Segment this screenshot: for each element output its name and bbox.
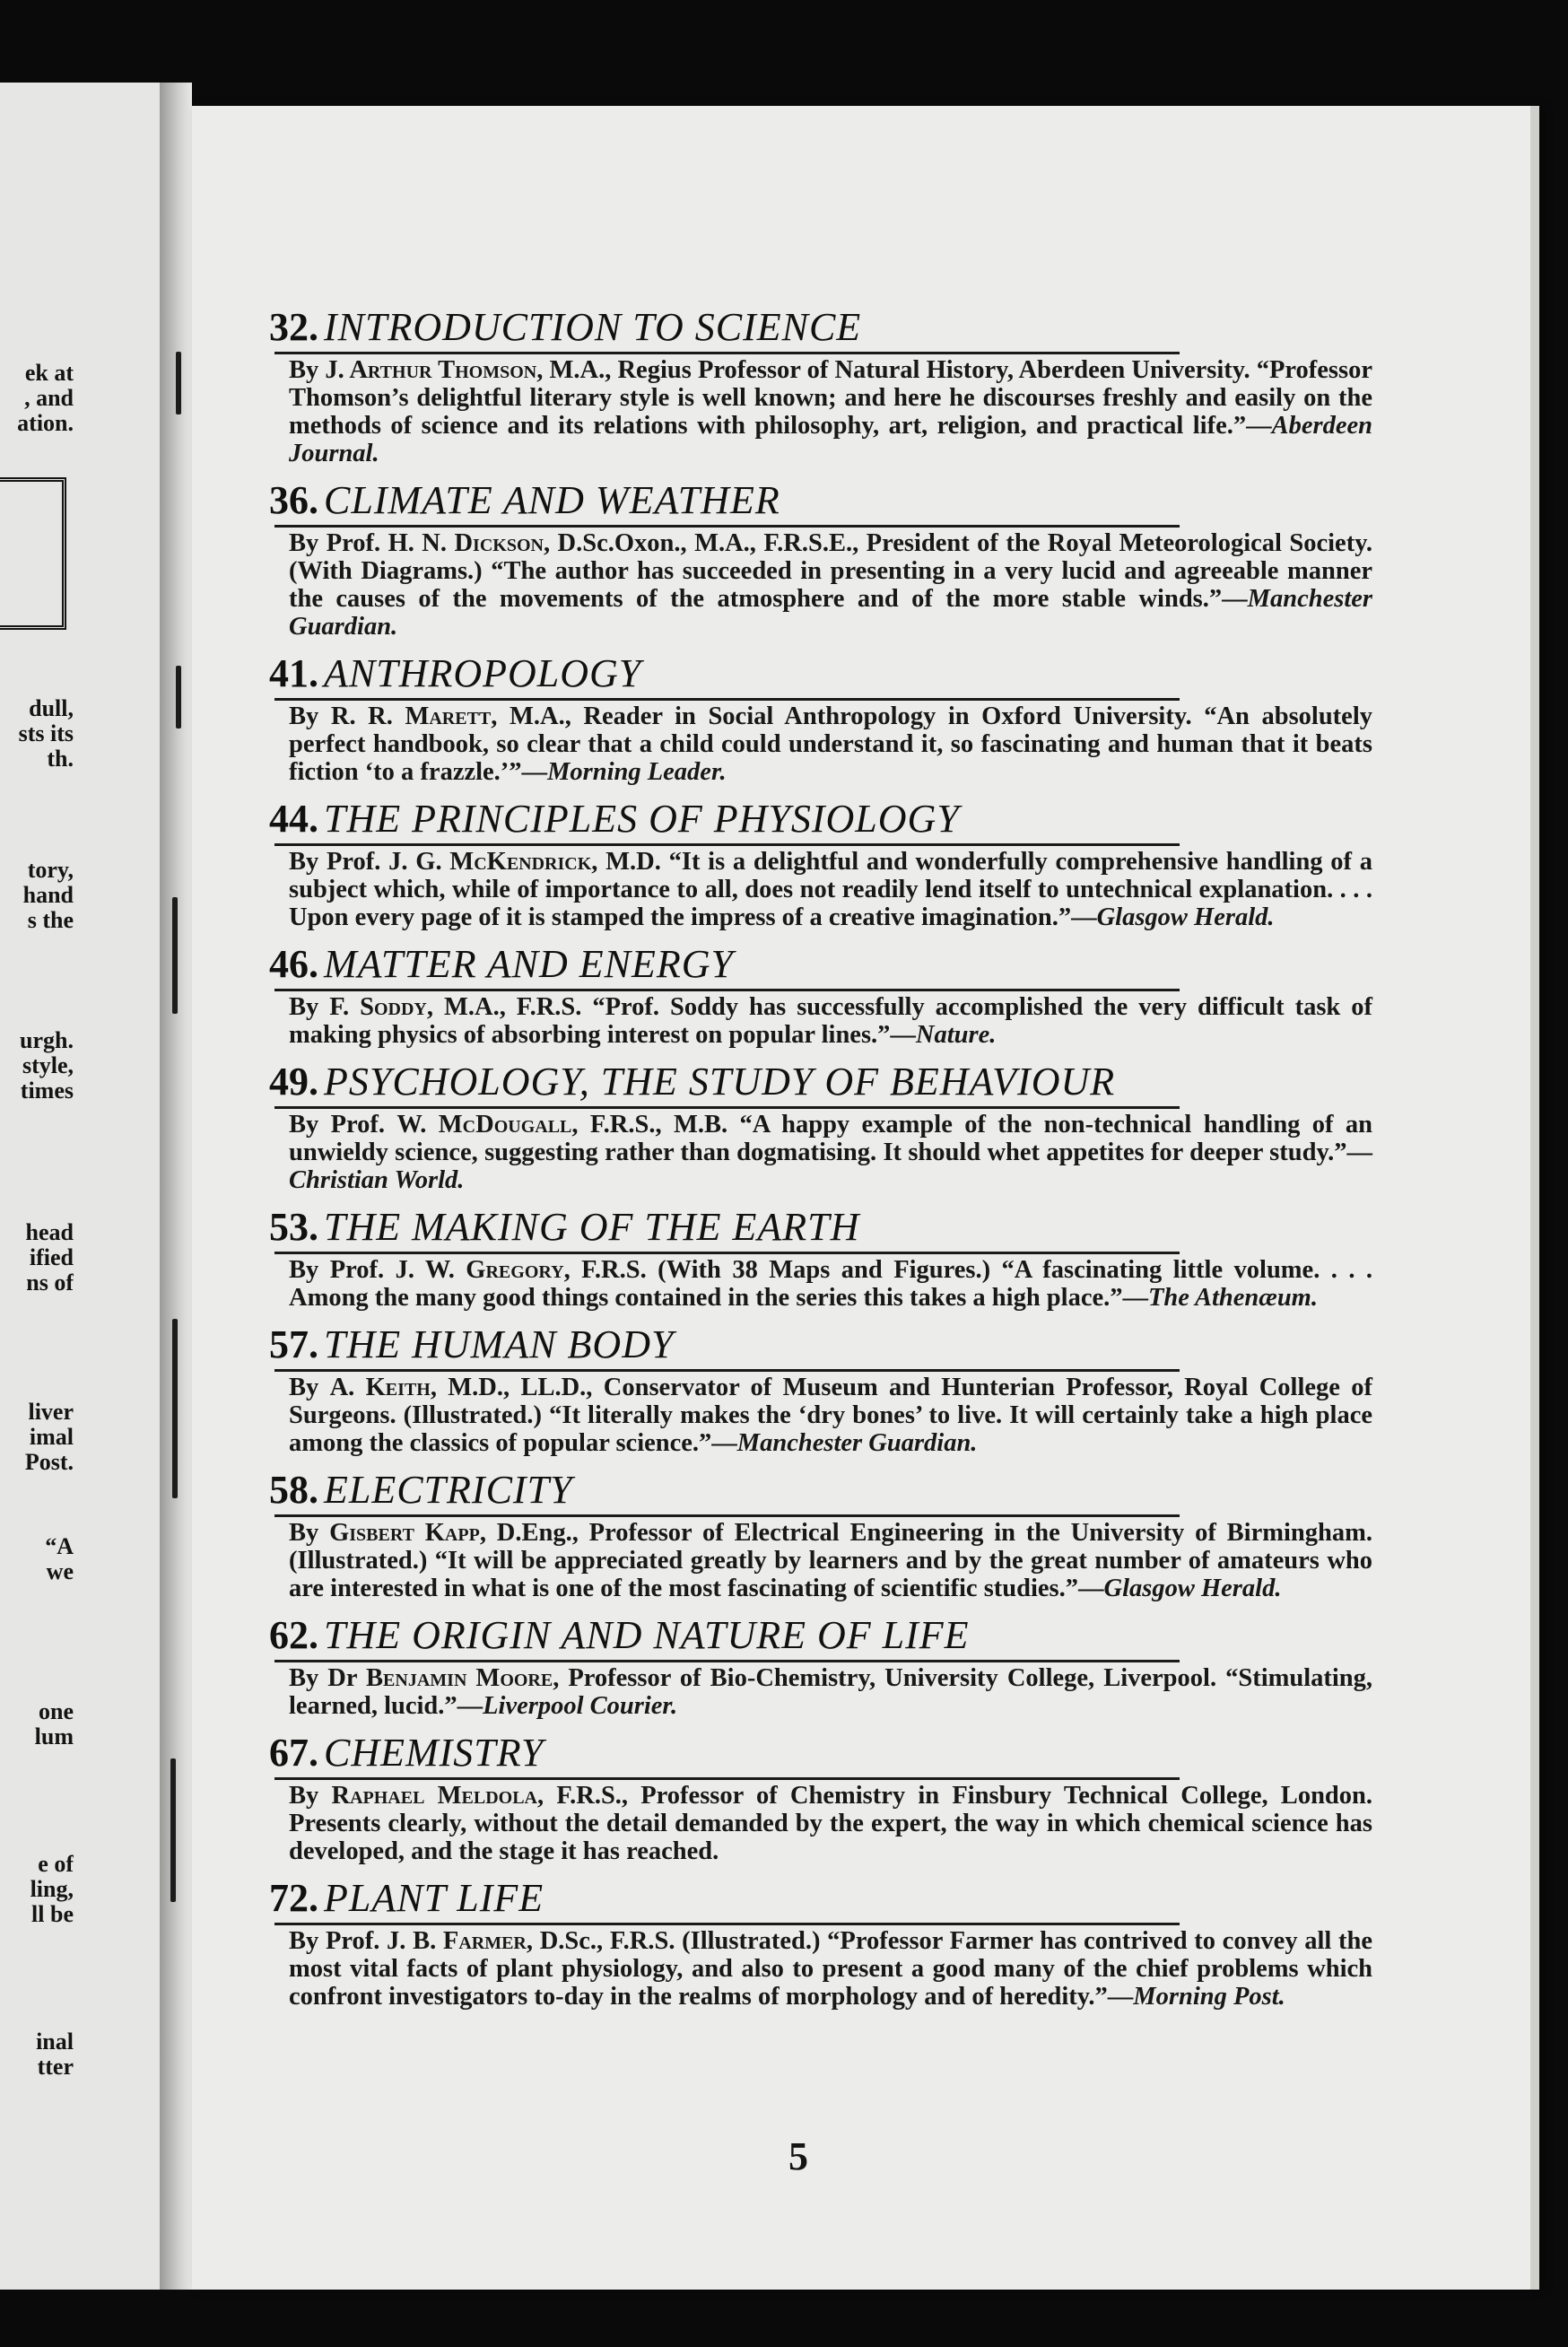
left-fragment-line: e of (38, 1852, 74, 1877)
entry-number: 62. (269, 1613, 318, 1657)
series-entry (269, 476, 1372, 641)
review-source: Morning Leader. (547, 758, 727, 786)
left-fragment-line: ek at (24, 361, 74, 386)
description-text: , F.R.S., M.B. “A happy example of the non-technical handling of an unwieldy science, suggesting rather than dogmatising. It should whet appetites for deeper study.”— (289, 1111, 1372, 1166)
by-prefix: By Prof. (289, 1927, 388, 1955)
left-fragment-line: inal (36, 2029, 74, 2055)
entry-title (269, 1874, 1372, 1923)
left-fragment (0, 361, 74, 436)
left-fragment-line: we (46, 1559, 74, 1584)
series-entry (269, 795, 1372, 931)
author-name: J. B. Farmer (387, 1927, 527, 1955)
series-entry (269, 1874, 1372, 2011)
entry-description (289, 1782, 1372, 1865)
left-fragment-line: th. (47, 746, 74, 772)
entry-title (269, 1466, 1372, 1514)
entry-number: 41. (269, 651, 318, 695)
by-prefix: By (289, 702, 331, 730)
entry-description (289, 1256, 1372, 1312)
title-underline (274, 1777, 1180, 1780)
entry-description (289, 1111, 1372, 1194)
title-underline (274, 1514, 1180, 1517)
entry-number: 36. (269, 478, 318, 522)
author-name: Benjamin Moore (366, 1664, 553, 1692)
by-prefix: By (289, 1519, 330, 1547)
author-name: J. Arthur Thomson (325, 356, 537, 384)
gutter-mark (176, 666, 181, 729)
description-text: , M.A., Reader in Social Anthropology in Oxford University. “An absolutely perfect handbook, so clear that a child could understand it, so fascinating and human that it beats fiction ‘to a frazzle.’”— (289, 702, 1372, 786)
series-entry (269, 303, 1372, 467)
series-entry (269, 1058, 1372, 1194)
left-fragment-line: dull, (29, 696, 74, 721)
author-name: H. N. Dickson (388, 529, 544, 557)
entry-title-text: ANTHROPOLOGY (324, 651, 642, 695)
entry-title-text: PLANT LIFE (324, 1876, 544, 1920)
gutter-mark (176, 352, 181, 414)
entry-title (269, 1203, 1372, 1252)
left-fragment (0, 1028, 74, 1104)
gutter-mark (172, 1319, 178, 1498)
description-text: , F.R.S., Professor of Chemistry in Finsbury Technical College, London. Presents clearly, without the detail demanded by the expert, the way in which chemical science has developed, and the stage it has reached. (289, 1782, 1372, 1865)
left-fragment-line: “A (45, 1534, 74, 1559)
description-text: , D.Sc.Oxon., M.A., F.R.S.E., President of the Royal Meteorological Society. (With Diagrams.) “The author has succeeded in presenting in a very lucid and agreeable manner the causes of the movements of the atmosphere and of the more stable winds.”— (289, 529, 1373, 613)
left-fragment-line: urgh. (20, 1028, 74, 1053)
entry-description (289, 529, 1372, 641)
by-prefix: By (289, 1782, 332, 1810)
entry-title-text: CHEMISTRY (324, 1731, 544, 1775)
description-text: , M.D. “It is a delightful and wonderfully comprehensive handling of a subject which, while of importance to all, does not readily lend itself to untechnical explanation. . . . Upon every page of it is stamped the impress of a creative imagination.”— (289, 848, 1373, 931)
entry-title (269, 1611, 1372, 1660)
left-fragment-line: ns of (26, 1270, 74, 1296)
by-prefix: By (289, 356, 326, 384)
series-entry (269, 1729, 1372, 1865)
review-source: Nature. (915, 1021, 997, 1049)
left-fragment (0, 1852, 74, 1927)
entry-description (289, 356, 1372, 467)
left-fragment (0, 1534, 74, 1584)
left-fragment-line: times (20, 1078, 74, 1104)
review-source: Glasgow Herald. (1103, 1575, 1282, 1602)
description-text: , D.Sc., F.R.S. (Illustrated.) “Professor Farmer has contrived to convey all the most vital facts of plant physiology, and also to present a good many of the chief problems which confront investigators to-day in the realms of morphology and of heredity.”— (289, 1927, 1373, 2011)
title-underline (274, 989, 1180, 991)
entry-description (289, 1519, 1372, 1602)
by-prefix: By (289, 1374, 330, 1401)
left-fragment (0, 2029, 74, 2080)
title-underline (274, 1369, 1180, 1372)
by-prefix: By Prof. (289, 848, 389, 876)
left-fragment (0, 858, 74, 933)
entry-number: 57. (269, 1322, 318, 1366)
left-fragment-line: style, (22, 1053, 74, 1078)
entry-description (289, 1664, 1372, 1720)
series-entry (269, 650, 1372, 786)
entry-number: 46. (269, 942, 318, 986)
review-source: Glasgow Herald. (1096, 903, 1275, 931)
title-underline (274, 1660, 1180, 1662)
review-source: Manchester Guardian. (736, 1429, 978, 1457)
entry-description (289, 848, 1372, 931)
entry-number: 32. (269, 305, 318, 349)
title-underline (274, 352, 1180, 354)
page-edge (1530, 106, 1539, 2290)
review-source: Liverpool Courier. (483, 1692, 678, 1720)
series-entry (269, 1466, 1372, 1602)
entry-number: 72. (269, 1876, 318, 1920)
entry-title (269, 940, 1372, 989)
entry-number: 49. (269, 1060, 318, 1104)
entry-title (269, 650, 1372, 698)
entry-title-text: THE PRINCIPLES OF PHYSIOLOGY (324, 797, 960, 841)
review-source: Christian World. (289, 1166, 465, 1194)
description-text: , M.D., LL.D., Conservator of Museum and Hunterian Professor, Royal College of Surgeons. (Illustrated.) “It literally makes the ‘dry bones’ to live. It will certainly take a high place among the classics of popular science.”— (289, 1374, 1372, 1457)
description-text: , D.Eng., Professor of Electrical Engineering in the University of Birmingham. (Illustrated.) “It will be appreciated greatly by learners and by the great number of amateurs who are interested in what is one of the most fascinating of scientific studies.”— (289, 1519, 1372, 1602)
entry-title (269, 476, 1372, 525)
review-source: The Athenæum. (1148, 1284, 1318, 1312)
entry-title (269, 1321, 1372, 1369)
entry-title (269, 303, 1372, 352)
author-name: A. Keith (329, 1374, 431, 1401)
by-prefix: By Dr (289, 1664, 367, 1692)
left-fragment (0, 696, 74, 772)
left-fragment-line: lum (34, 1724, 74, 1749)
left-fragment-line: , and (24, 386, 74, 411)
left-fragment-line: s the (27, 908, 74, 933)
author-name: J. W. Gregory (395, 1256, 564, 1284)
description-text: , Professor of Bio-Chemistry, University College, Liverpool. “Stimulating, learned, lucid.”— (289, 1664, 1373, 1720)
entry-description (289, 702, 1372, 786)
left-fragment-line: hand (22, 883, 74, 908)
entry-number: 53. (269, 1205, 318, 1249)
by-prefix: By (289, 993, 330, 1021)
entry-description (289, 993, 1372, 1049)
series-list (269, 303, 1372, 2020)
series-entry (269, 940, 1372, 1049)
review-source: Manchester Guardian. (289, 585, 1372, 641)
author-name: Gisbert Kapp (329, 1519, 480, 1547)
entry-number: 67. (269, 1731, 318, 1775)
entry-title-text: ELECTRICITY (324, 1468, 573, 1512)
author-name: J. G. McKendrick (388, 848, 592, 876)
author-name: F. Soddy (329, 993, 427, 1021)
entry-title (269, 795, 1372, 843)
left-fragment-line: liver (28, 1400, 74, 1425)
left-fragment-line: head (25, 1220, 74, 1245)
left-fragment (0, 1400, 74, 1475)
title-underline (274, 1252, 1180, 1254)
description-text: , M.A., Regius Professor of Natural History, Aberdeen University. “Professor Thomson’s delightful literary style is well known; and here he discourses freshly and easily on the methods of science and its relations with philosophy, art, religion, and practical life.”— (289, 356, 1372, 440)
entry-number: 44. (269, 797, 318, 841)
by-prefix: By Prof. (289, 529, 388, 557)
left-page-box-ornament (0, 477, 66, 630)
entry-title-text: MATTER AND ENERGY (324, 942, 735, 986)
left-fragment-line: ll be (31, 1902, 74, 1927)
entry-title (269, 1729, 1372, 1777)
author-name: W. McDougall (396, 1111, 572, 1139)
entry-description (289, 1927, 1372, 2011)
gutter-mark (170, 1758, 176, 1902)
left-fragment (0, 1699, 74, 1749)
left-fragment-line: sts its (18, 721, 74, 746)
page-number: 5 (788, 2134, 808, 2178)
entry-title-text: THE MAKING OF THE EARTH (324, 1205, 860, 1249)
series-entry (269, 1611, 1372, 1720)
author-name: R. R. Marett (330, 702, 492, 730)
author-name: Raphael Meldola (331, 1782, 537, 1810)
title-underline (274, 1106, 1180, 1109)
left-fragment-line: ling, (30, 1877, 74, 1902)
gutter-mark (172, 897, 178, 1014)
entry-title-text: THE HUMAN BODY (324, 1322, 675, 1366)
entry-number: 58. (269, 1468, 318, 1512)
review-source: Aberdeen Journal. (289, 412, 1372, 467)
review-source: Morning Post. (1133, 1983, 1285, 2011)
title-underline (274, 525, 1180, 528)
left-fragment-line: tter (37, 2055, 74, 2080)
left-fragment-line: tory, (27, 858, 74, 883)
left-fragment-line: one (39, 1699, 74, 1724)
title-underline (274, 1923, 1180, 1925)
entry-title-text: THE ORIGIN AND NATURE OF LIFE (324, 1613, 970, 1657)
entry-title (269, 1058, 1372, 1106)
entry-title-text: PSYCHOLOGY, THE STUDY OF BEHAVIOUR (324, 1060, 1116, 1104)
entry-title-text: INTRODUCTION TO SCIENCE (324, 305, 862, 349)
left-fragment-line: imal (29, 1425, 74, 1450)
entry-title-text: CLIMATE AND WEATHER (324, 478, 780, 522)
left-fragment-line: Post. (24, 1450, 74, 1475)
left-fragment-line: ation. (17, 411, 74, 436)
entry-description (289, 1374, 1372, 1457)
left-fragment-line: ified (29, 1245, 74, 1270)
series-entry (269, 1203, 1372, 1312)
by-prefix: By Prof. (289, 1111, 397, 1139)
description-text: , F.R.S. (With 38 Maps and Figures.) “A fascinating little volume. . . . Among the many good things contained in the series this takes a high place.”— (289, 1256, 1373, 1312)
by-prefix: By Prof. (289, 1256, 396, 1284)
title-underline (274, 843, 1180, 846)
left-fragment (0, 1220, 74, 1296)
description-text: , M.A., F.R.S. “Prof. Soddy has successfully accomplished the very difficult task of making physics of absorbing interest on popular lines.”— (289, 993, 1372, 1049)
series-entry (269, 1321, 1372, 1457)
title-underline (274, 698, 1180, 701)
